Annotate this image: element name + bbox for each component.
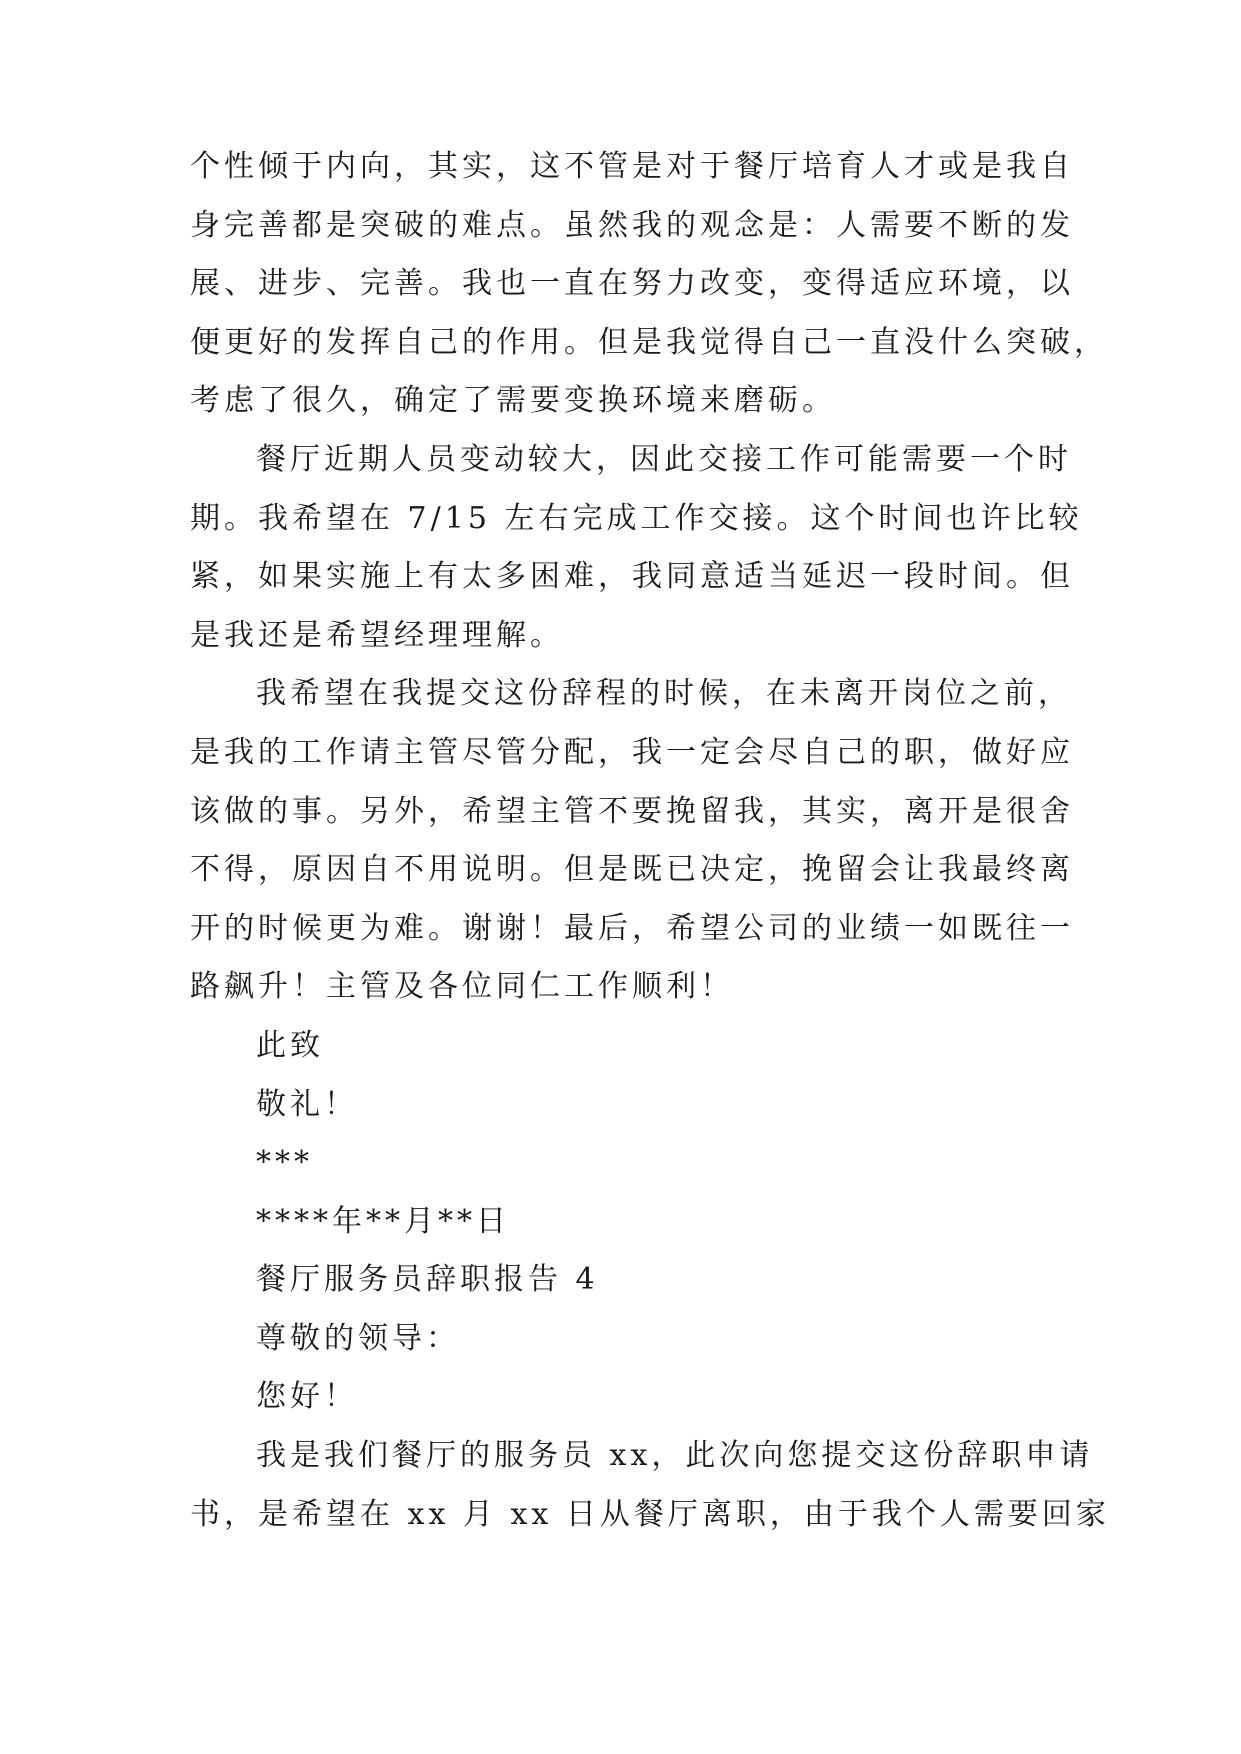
- text-line: 该做的事。另外，希望主管不要挽留我，其实，离开是很舍: [190, 793, 1074, 829]
- text-line: 是我还是希望经理理解。: [190, 617, 564, 653]
- text-line: 是我的工作请主管尽管分配，我一定会尽自己的职，做好应: [190, 734, 1074, 770]
- section-title: 餐厅服务员辞职报告 4: [256, 1262, 599, 1298]
- text-line: 考虑了很久，确定了需要变换环境来磨砺。: [190, 383, 836, 419]
- text-line: 期。我希望在 7/15 左右完成工作交接。这个时间也许比较: [190, 500, 1083, 536]
- text-line: 展、进步、完善。我也一直在努力改变，变得适应环境，以: [190, 266, 1074, 302]
- text-line: 身完善都是突破的难点。虽然我的观念是：人需要不断的发: [190, 207, 1074, 243]
- text-line: 路飙升！主管及各位同仁工作顺利！: [190, 969, 734, 1005]
- greeting-line: 您好！: [256, 1379, 358, 1415]
- document-body: [190, 138, 1110, 1544]
- paragraph-start-line: 我希望在我提交这份辞程的时候，在未离开岗位之前，: [256, 676, 1072, 712]
- text-line: 不得，原因自不用说明。但是既已决定，挽留会让我最终离: [190, 852, 1074, 888]
- signature-line: ***: [256, 1145, 313, 1181]
- greeting-line: 尊敬的领导：: [256, 1320, 460, 1356]
- date-line: ****年**月**日: [256, 1203, 510, 1239]
- text-line: 开的时候更为难。谢谢！最后，希望公司的业绩一如既往一: [190, 910, 1074, 946]
- text-line: 便更好的发挥自己的作用。但是我觉得自己一直没什么突破，: [190, 324, 1108, 360]
- text-line: 书，是希望在 xx 月 xx 日从餐厅离职，由于我个人需要回家: [190, 1496, 1110, 1532]
- paragraph-start-line: 我是我们餐厅的服务员 xx，此次向您提交这份辞职申请: [256, 1438, 1094, 1474]
- text-line: 紧，如果实施上有太多困难，我同意适当延迟一段时间。但: [190, 559, 1074, 595]
- salutation-line: 敬礼！: [256, 1086, 358, 1122]
- closing-line: 此致: [256, 1027, 324, 1063]
- text-line: 个性倾于内向，其实，这不管是对于餐厅培育人才或是我自: [190, 149, 1074, 184]
- paragraph-start-line: 餐厅近期人员变动较大，因此交接工作可能需要一个时: [256, 441, 1072, 477]
